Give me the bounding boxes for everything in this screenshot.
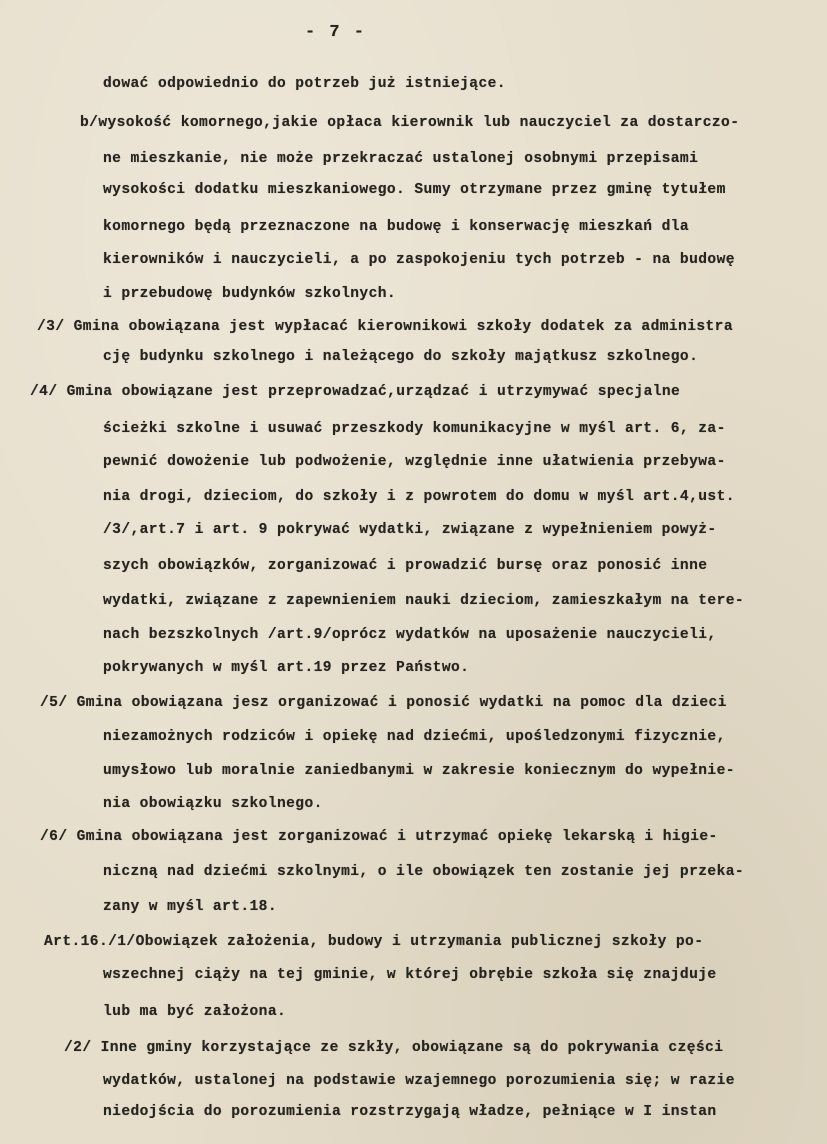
text-line: nach bezszkolnych /art.9/oprócz wydatków na uposażenie nauczycieli, (103, 627, 717, 643)
text-line: wszechnej ciąży na tej gminie, w której obrębie szkoła się znajduje (103, 967, 717, 983)
text-line: wydatków, ustalonej na podstawie wzajemnego porozumienia się; w razie (103, 1073, 735, 1089)
text-line: /5/ Gmina obowiązana jesz organizować i ponosić wydatki na pomoc dla dzieci (40, 695, 727, 711)
text-line: zany w myśl art.18. (103, 899, 277, 915)
text-line: komornego będą przeznaczone na budowę i konserwację mieszkań dla (103, 219, 690, 235)
text-line: wysokości dodatku mieszkaniowego. Sumy otrzymane przez gminę tytułem (103, 182, 726, 198)
text-line: /4/ Gmina obowiązane jest przeprowadzać,urządzać i utrzymywać specjalne (30, 384, 681, 400)
text-line: /3/ Gmina obowiązana jest wypłacać kierownikowi szkoły dodatek za administra (37, 319, 733, 335)
text-line: pokrywanych w myśl art.19 przez Państwo. (103, 660, 470, 676)
text-line: szych obowiązków, zorganizować i prowadzić bursę oraz ponosić inne (103, 558, 708, 574)
text-line: ścieżki szkolne i usuwać przeszkody komunikacyjne w myśl art. 6, za- (103, 421, 726, 437)
text-line: /2/ Inne gminy korzystające ze szkły, obowiązane są do pokrywania części (64, 1040, 724, 1056)
text-line: kierowników i nauczycieli, a po zaspokojeniu tych potrzeb - na budowę (103, 252, 735, 268)
text-line: nia drogi, dzieciom, do szkoły i z powrotem do domu w myśl art.4,ust. (103, 489, 735, 505)
text-line: b/wysokość komornego,jakie opłaca kierownik lub nauczyciel za dostarczo- (80, 115, 740, 131)
text-line: /3/,art.7 i art. 9 pokrywać wydatki, związane z wypełnieniem powyż- (103, 522, 717, 538)
text-line: ne mieszkanie, nie może przekraczać ustalonej osobnymi przepisami (103, 151, 699, 167)
text-line: niedojścia do porozumienia rozstrzygają władze, pełniące w I instan (103, 1104, 717, 1120)
text-line: /6/ Gmina obowiązana jest zorganizować i utrzymać opiekę lekarską i higie- (40, 829, 718, 845)
text-line: niczną nad dziećmi szkolnymi, o ile obowiązek ten zostanie jej przeka- (103, 864, 745, 880)
text-line: niezamożnych rodziców i opiekę nad dziećmi, upośledzonymi fizycznie, (103, 729, 726, 745)
text-line: nia obowiązku szkolnego. (103, 796, 323, 812)
text-line: dować odpowiednio do potrzeb już istniejące. (103, 76, 506, 92)
text-line: umysłowo lub moralnie zaniedbanymi w zakresie koniecznym do wypełnie- (103, 763, 735, 779)
text-line: wydatki, związane z zapewnieniem nauki dzieciom, zamieszkałym na tere- (103, 593, 745, 609)
text-line: pewnić dowożenie lub podwożenie, względnie inne ułatwienia przebywa- (103, 454, 726, 470)
text-line: cję budynku szkolnego i należącego do szkoły majątkusz szkolnego. (103, 349, 699, 365)
page-number: - 7 - (305, 23, 367, 42)
text-line: i przebudowę budynków szkolnych. (103, 286, 397, 302)
text-line: Art.16./1/Obowiązek założenia, budowy i utrzymania publicznej szkoły po- (44, 934, 704, 950)
text-line: lub ma być założona. (103, 1004, 287, 1020)
